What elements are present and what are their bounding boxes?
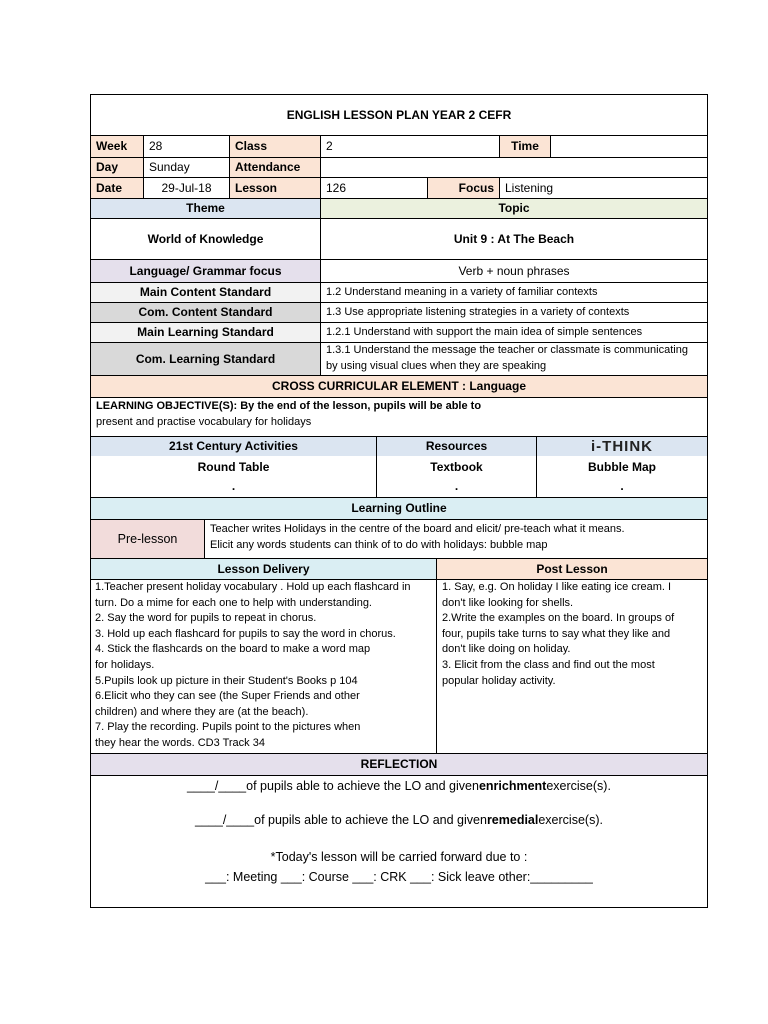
post-lesson-label: Post Lesson bbox=[437, 559, 707, 579]
week-value: 28 bbox=[149, 139, 163, 153]
reflection-remedial-line bbox=[91, 811, 707, 829]
lesson-delivery-line: 4. Stick the flashcards on the board to make a word map bbox=[95, 643, 371, 656]
learning-outline-label: Learning Outline bbox=[91, 498, 707, 519]
lesson-plan-document bbox=[90, 94, 708, 908]
class-label: Class bbox=[230, 136, 320, 157]
reflection-enrichment-line bbox=[91, 777, 707, 795]
cross-curricular-element: CROSS CURRICULAR ELEMENT : Language bbox=[91, 376, 707, 397]
time-value bbox=[551, 136, 707, 157]
time-label: Time bbox=[500, 136, 550, 157]
post-lesson-line: 1. Say, e.g. On holiday I like eating ice cream. I bbox=[442, 581, 672, 594]
theme-value: World of Knowledge bbox=[147, 231, 264, 246]
post-lesson-steps bbox=[437, 580, 707, 689]
resources-value: Textbook bbox=[430, 459, 483, 474]
class-value: 2 bbox=[326, 139, 333, 153]
remedial-blank: ____/____ bbox=[195, 812, 255, 827]
post-lesson-line: don't like looking for shells. bbox=[442, 596, 574, 609]
grammar-value: Verb + noun phrases bbox=[458, 263, 570, 278]
main-content-standard-label: Main Content Standard bbox=[91, 283, 320, 302]
enrichment-text: of pupils able to achieve the LO and given bbox=[246, 778, 479, 793]
lesson-delivery-steps bbox=[91, 580, 436, 752]
enrichment-end: exercise(s). bbox=[546, 778, 611, 793]
i-think-value: Bubble Map bbox=[588, 459, 656, 474]
i-think-logo bbox=[537, 437, 707, 456]
com-learning-standard-value: 1.3.1 Understand the message the teacher or classmate is communicating by using visual clues when they are speaking bbox=[326, 344, 688, 372]
date-value: 29-Jul-18 bbox=[161, 180, 212, 195]
century-activities-label: 21st Century Activities bbox=[91, 437, 376, 456]
lesson-delivery-line: 3. Hold up each flashcard for pupils to say the word in chorus. bbox=[95, 627, 396, 640]
lesson-delivery-line: they hear the words. CD3 Track 34 bbox=[95, 736, 265, 749]
lesson-delivery-label: Lesson Delivery bbox=[91, 559, 436, 579]
lesson-value: 126 bbox=[326, 180, 347, 195]
date-label: Date bbox=[91, 178, 143, 198]
theme-label: Theme bbox=[91, 199, 320, 218]
focus-label: Focus bbox=[428, 178, 499, 198]
learning-objective-label: LEARNING OBJECTIVE(S): By the end of the lesson, pupils will be able to bbox=[96, 400, 482, 413]
document-title: ENGLISH LESSON PLAN YEAR 2 CEFR bbox=[286, 107, 512, 122]
reflection-label: REFLECTION bbox=[91, 754, 707, 775]
day-label: Day bbox=[91, 158, 143, 177]
com-content-standard-label: Com. Content Standard bbox=[91, 303, 320, 322]
i-think-bullet: . bbox=[620, 478, 624, 493]
post-lesson-line: four, pupils take turns to say what they like and bbox=[442, 627, 671, 640]
day-value: Sunday bbox=[149, 160, 190, 174]
remedial-keyword: remedial bbox=[486, 812, 539, 827]
post-lesson-line: 2.Write the examples on the board. In groups of bbox=[442, 612, 675, 625]
lesson-delivery-line: 2. Say the word for pupils to repeat in chorus. bbox=[95, 612, 317, 625]
topic-label: Topic bbox=[321, 199, 707, 218]
century-activity-value: Round Table bbox=[197, 459, 270, 474]
com-content-standard-value: 1.3 Use appropriate listening strategies in a variety of contexts bbox=[326, 305, 630, 318]
resources-label: Resources bbox=[377, 437, 536, 456]
carried-forward-note: *Today's lesson will be carried forward due to : bbox=[270, 849, 528, 864]
post-lesson-line: popular holiday activity. bbox=[442, 674, 556, 687]
grammar-label: Language/ Grammar focus bbox=[91, 260, 320, 282]
carried-forward-reasons: ___: Meeting ___: Course ___: CRK ___: Sick leave other:_________ bbox=[205, 869, 593, 884]
remedial-end: exercise(s). bbox=[538, 812, 603, 827]
focus-value: Listening bbox=[505, 180, 554, 195]
main-content-standard-value: 1.2 Understand meaning in a variety of familiar contexts bbox=[326, 285, 598, 298]
topic-value: Unit 9 : At The Beach bbox=[453, 231, 575, 246]
attendance-value bbox=[321, 158, 707, 177]
enrichment-keyword: enrichment bbox=[478, 778, 547, 793]
lesson-delivery-line: for holidays. bbox=[95, 659, 155, 672]
lesson-delivery-line: 5.Pupils look up picture in their Student's Books p 104 bbox=[95, 674, 358, 687]
main-learning-standard-label: Main Learning Standard bbox=[91, 323, 320, 342]
enrichment-blank: ____/____ bbox=[187, 778, 247, 793]
resources-bullet: . bbox=[454, 478, 459, 493]
lesson-delivery-line: 7. Play the recording. Pupils point to the pictures when bbox=[95, 721, 361, 734]
pre-lesson-line-1: Teacher writes Holidays in the centre of the board and elicit/ pre-teach what it means. bbox=[210, 523, 625, 536]
lesson-delivery-line: 1.Teacher present holiday vocabulary . Hold up each flashcard in bbox=[95, 581, 411, 594]
learning-objective-text: present and practise vocabulary for holidays bbox=[96, 416, 312, 429]
lesson-delivery-line: 6.Elicit who they can see (the Super Friends and other bbox=[95, 690, 360, 703]
pre-lesson-label: Pre-lesson bbox=[91, 520, 204, 558]
week-label: Week bbox=[91, 136, 143, 157]
attendance-label: Attendance bbox=[230, 158, 320, 177]
pre-lesson-line-2: Elicit any words students can think of to do with holidays: bubble map bbox=[210, 539, 548, 552]
century-bullet: . bbox=[231, 478, 236, 493]
lesson-label: Lesson bbox=[230, 178, 320, 198]
post-lesson-line: don't like doing on holiday. bbox=[442, 643, 571, 656]
lesson-delivery-line: children) and where they are (at the beach). bbox=[95, 705, 309, 718]
main-learning-standard-value: 1.2.1 Understand with support the main idea of simple sentences bbox=[326, 325, 643, 338]
lesson-delivery-line: turn. Do a mime for each one to help with understanding. bbox=[95, 596, 372, 609]
com-learning-standard-label: Com. Learning Standard bbox=[91, 343, 320, 375]
i-think-label: i-THINK bbox=[591, 438, 653, 455]
post-lesson-line: 3. Elicit from the class and find out the most bbox=[442, 659, 655, 672]
remedial-text: of pupils able to achieve the LO and given bbox=[254, 812, 487, 827]
